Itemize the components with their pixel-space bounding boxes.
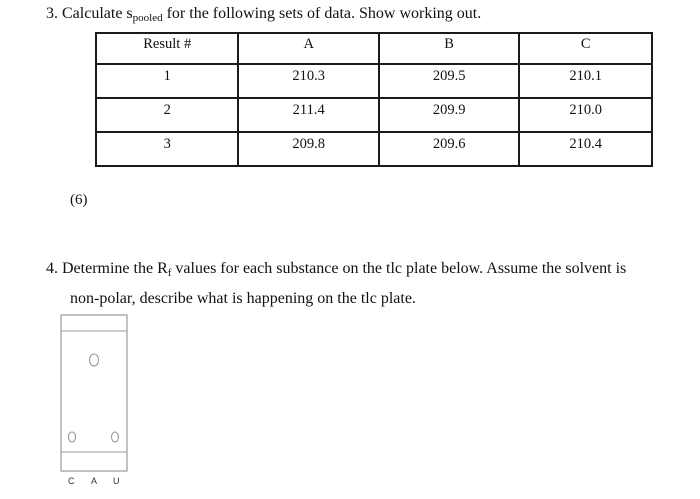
- table-cell: 209.8: [238, 132, 378, 166]
- plate-outline: [61, 315, 127, 471]
- lane-label-c: C: [68, 476, 75, 486]
- header-a: A: [238, 33, 378, 64]
- table-cell: 210.4: [519, 132, 652, 166]
- header-result-number: Result #: [96, 33, 238, 64]
- header-b: B: [379, 33, 519, 64]
- results-table: [95, 32, 653, 167]
- rf-subscript: f: [167, 267, 172, 279]
- question-4-text: [46, 254, 686, 314]
- question-4-prefix: 4. Determine the R: [46, 260, 168, 277]
- table-row: [96, 64, 652, 98]
- table-cell: 209.5: [379, 64, 519, 98]
- table-header-row: [96, 33, 652, 64]
- tlc-plate: [60, 314, 128, 472]
- table-cell: 209.6: [379, 132, 519, 166]
- table-cell: 210.3: [238, 64, 378, 98]
- question-3-prefix: 3. Calculate s: [46, 5, 133, 22]
- question-3-suffix: for the following sets of data. Show working out.: [162, 5, 482, 22]
- table-cell: 2: [96, 98, 238, 132]
- pooled-subscript: pooled: [132, 12, 163, 24]
- question-3-marks: (6): [70, 192, 88, 208]
- header-c: C: [519, 33, 652, 64]
- table-cell: 211.4: [238, 98, 378, 132]
- tlc-plate-drawing: [60, 314, 128, 472]
- lane-label-u: U: [113, 476, 120, 486]
- table-row: [96, 98, 652, 132]
- question-4-line2: non-polar, describe what is happening on the tlc plate.: [70, 290, 416, 307]
- table-cell: 1: [96, 64, 238, 98]
- question-3-text: [46, 4, 481, 24]
- table-cell: 209.9: [379, 98, 519, 132]
- lane-label-a: A: [91, 476, 98, 486]
- table-row: [96, 132, 652, 166]
- table-cell: 210.1: [519, 64, 652, 98]
- question-4-line1: values for each substance on the tlc plate below. Assume the solvent is: [171, 260, 627, 277]
- table-cell: 210.0: [519, 98, 652, 132]
- table-cell: 3: [96, 132, 238, 166]
